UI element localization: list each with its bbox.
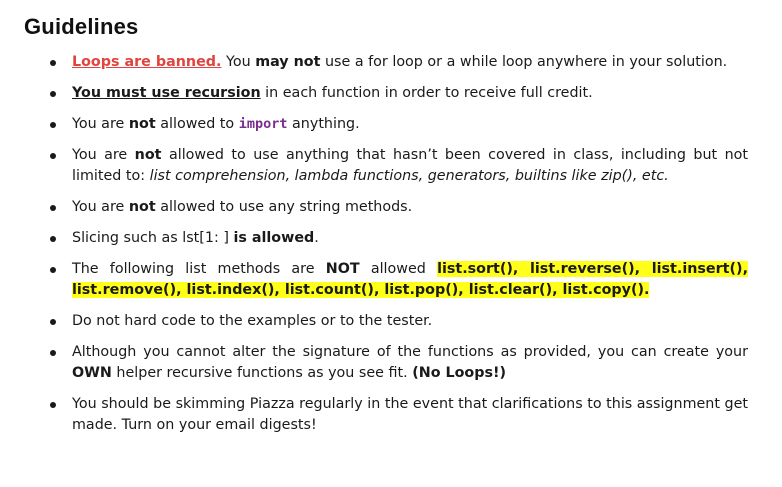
list-item — [0, 342, 782, 384]
list-item — [0, 145, 782, 187]
item-text: anything. — [287, 116, 360, 132]
item-text: allowed to — [155, 116, 239, 132]
item-text-bold-underlined: You must use recursion — [72, 85, 261, 101]
item-text: You are — [72, 116, 129, 132]
list-item — [0, 394, 782, 436]
list-item — [0, 52, 782, 73]
list-item — [0, 83, 782, 104]
item-text-bold: is allowed — [233, 230, 315, 246]
bullet-icon — [50, 236, 56, 242]
item-text: Although you cannot alter the signature of the functions as provided, you can create your — [72, 344, 748, 360]
item-text: The following list methods are — [72, 261, 326, 277]
item-text: You — [221, 54, 256, 70]
bullet-icon — [50, 153, 56, 159]
bullet-icon — [50, 402, 56, 408]
item-text: allowed — [359, 261, 438, 277]
item-text-italic: list comprehension, lambda functions, generators, builtins like zip(), etc. — [149, 168, 669, 184]
list-item — [0, 228, 782, 249]
item-text-bold: OWN — [72, 365, 112, 381]
item-text-bold: not — [134, 147, 162, 163]
list-item — [0, 114, 782, 135]
item-text-bold: (No Loops!) — [412, 365, 507, 381]
item-text: Slicing such as lst[1: ] — [72, 230, 234, 246]
page-title: Guidelines — [24, 14, 139, 39]
list-item — [0, 197, 782, 218]
item-text-bold: not — [128, 116, 156, 132]
item-text: Do not hard code to the examples or to the tester. — [72, 313, 433, 329]
bullet-icon — [50, 122, 56, 128]
item-text: allowed to use any string methods. — [155, 199, 413, 215]
bullet-icon — [50, 91, 56, 97]
highlighted-methods: list.sort(), list.reverse(), list.insert(), list.remove(), list.index(), list.count(), list.pop(), list.clear(), list.copy(). — [72, 261, 748, 298]
item-text: You are — [72, 199, 129, 215]
code-keyword: import — [238, 116, 288, 132]
bullet-icon — [50, 60, 56, 66]
item-text: allowed to use anything that hasn’t been covered in class, including but not limited to: — [72, 147, 748, 184]
item-text-bold: may not — [255, 54, 321, 70]
item-text: use a for loop or a while loop anywhere in your solution. — [320, 54, 728, 70]
bullet-icon — [50, 267, 56, 273]
item-text-bold: NOT — [325, 261, 360, 277]
item-text: helper recursive functions as you see fit. — [111, 365, 413, 381]
bullet-icon — [50, 205, 56, 211]
bullet-icon — [50, 319, 56, 325]
item-text-bold: not — [128, 199, 156, 215]
list-item — [0, 259, 782, 301]
guidelines-list — [0, 52, 782, 446]
loops-banned-link[interactable]: Loops are banned. — [72, 54, 222, 70]
item-text: You should be skimming Piazza regularly in the event that clarifications to this assignment get made. Turn on your email digests! — [72, 396, 748, 433]
list-item — [0, 311, 782, 332]
item-text: You are — [72, 147, 135, 163]
bullet-icon — [50, 350, 56, 356]
item-text: in each function in order to receive full credit. — [260, 85, 593, 101]
item-text: . — [314, 230, 319, 246]
